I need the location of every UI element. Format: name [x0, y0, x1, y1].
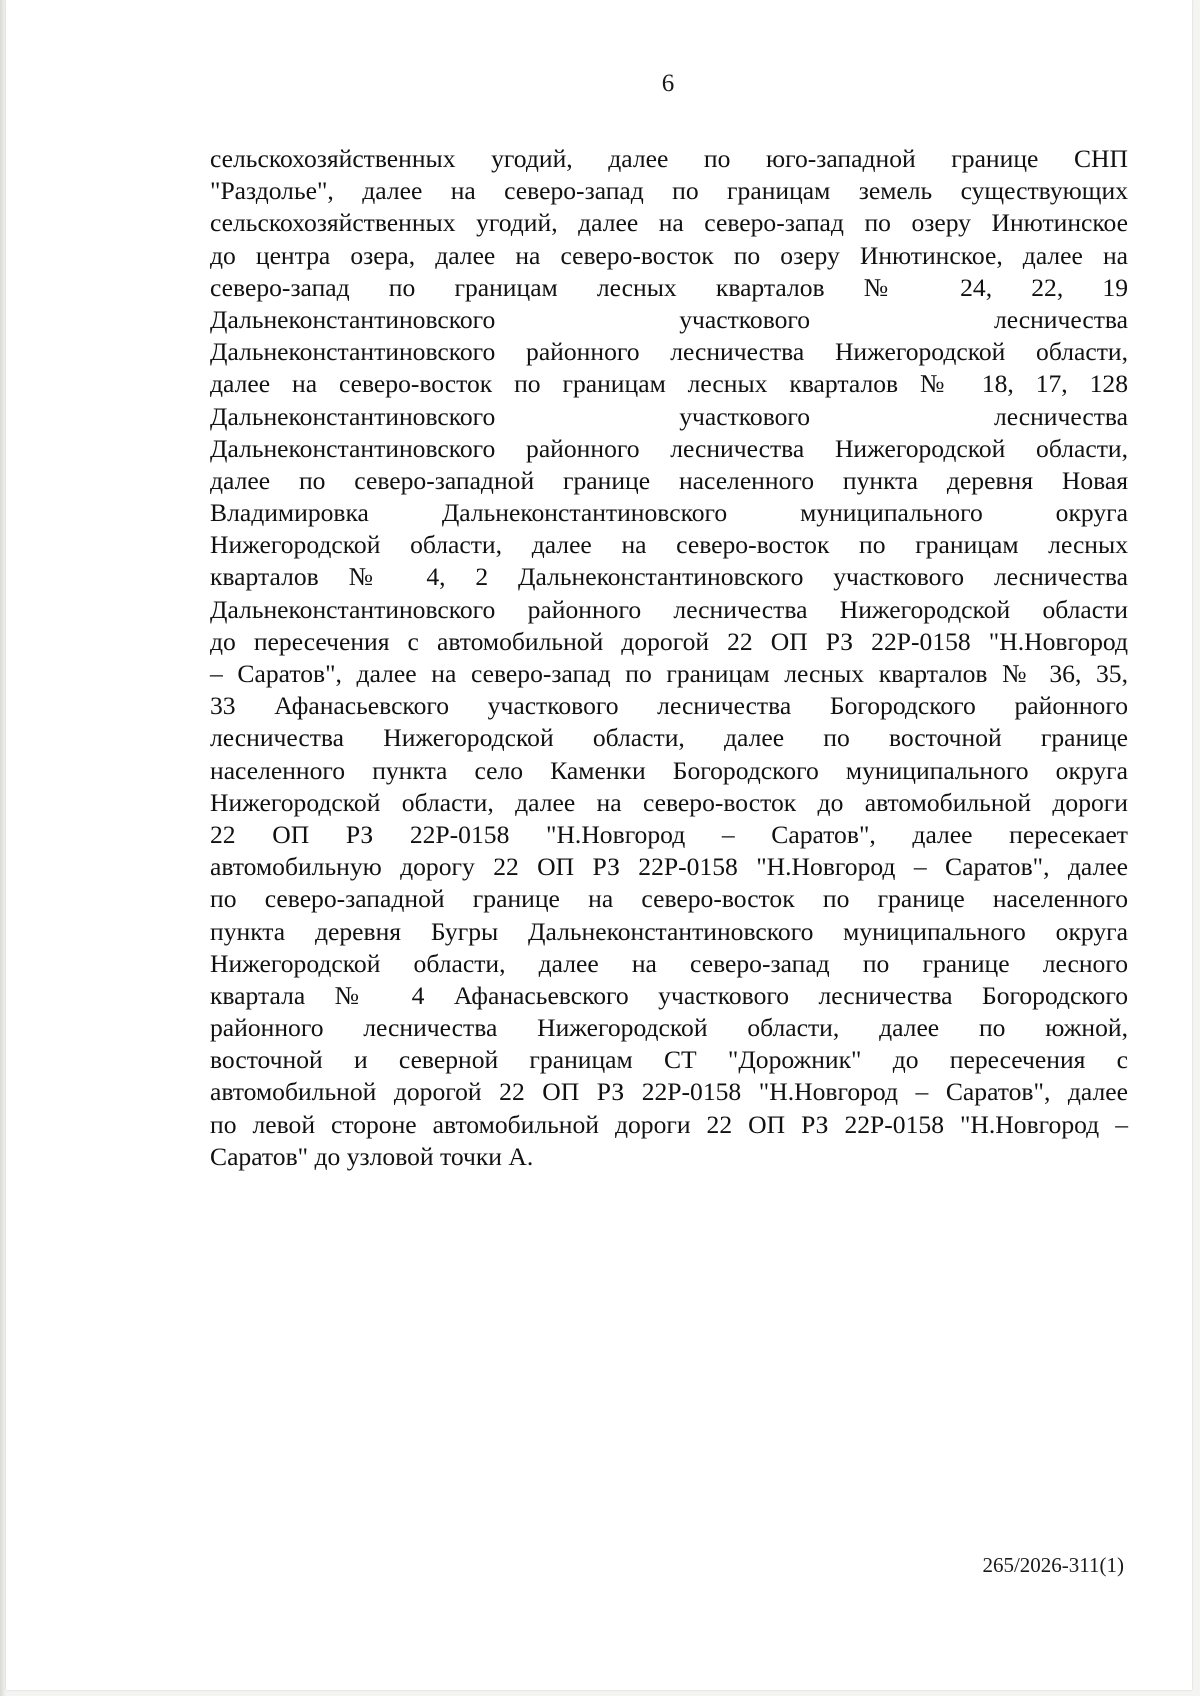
text-line: Дальнеконстантиновского районного лесничества Нижегородской области, — [210, 337, 1128, 367]
body-paragraph — [210, 143, 1128, 1173]
text-line: Дальнеконстантиновского районного лесничества Нижегородской области — [210, 594, 1128, 624]
text-line: Нижегородской области, далее на северо-восток по границам лесных — [210, 530, 1128, 560]
text-line: автомобильную дорогу 22 ОП РЗ 22Р-0158 "Н.Новгород – Саратов", далее — [210, 852, 1128, 882]
text-line: до пересечения с автомобильной дорогой 22 ОП РЗ 22Р-0158 "Н.Новгород — [210, 626, 1128, 656]
text-line: Нижегородской области, далее на северо-восток до автомобильной дороги — [210, 787, 1128, 817]
text-line: по северо-западной границе на северо-восток по границе населенного — [210, 884, 1128, 914]
text-line: Дальнеконстантиновского участкового лесничества — [210, 401, 1128, 431]
document-code: 265/2026-311(1) — [982, 1553, 1124, 1577]
page-number: 6 — [661, 70, 675, 97]
text-line: – Саратов", далее на северо-запад по границам лесных кварталов № 36, 35, — [210, 659, 1128, 688]
text-line: пункта деревня Бугры Дальнеконстантиновского муниципального округа — [210, 916, 1128, 946]
text-line: восточной и северной границам СТ "Дорожник" до пересечения с — [210, 1045, 1128, 1075]
text-line: квартала № 4 Афанасьевского участкового лесничества Богородского — [210, 980, 1128, 1010]
text-line: сельскохозяйственных угодий, далее по юго-западной границе СНП — [210, 144, 1128, 173]
text-line: районного лесничества Нижегородской области, далее по южной, — [210, 1013, 1128, 1043]
text-line: кварталов № 4, 2 Дальнеконстантиновского участкового лесничества — [210, 562, 1128, 592]
text-line: автомобильной дорогой 22 ОП РЗ 22Р-0158 "Н.Новгород – Саратов", далее — [210, 1077, 1128, 1107]
text-line: северо-запад по границам лесных кварталов № 24, 22, 19 — [210, 272, 1128, 302]
text-line: 22 ОП РЗ 22Р-0158 "Н.Новгород – Саратов", далее пересекает — [210, 819, 1128, 849]
text-line: 33 Афанасьевского участкового лесничества Богородского районного — [210, 691, 1128, 721]
text-line: далее на северо-восток по границам лесных кварталов № 18, 17, 128 — [210, 369, 1128, 399]
text-line: Дальнеконстантиновского районного лесничества Нижегородской области, — [210, 433, 1128, 463]
text-line: Саратов" до узловой точки А. — [210, 1141, 534, 1171]
text-line: "Раздолье", далее на северо-запад по границам земель существующих — [210, 176, 1128, 206]
text-line: Дальнеконстантиновского участкового лесничества — [210, 304, 1128, 334]
text-line: Владимировка Дальнеконстантиновского муниципального округа — [210, 498, 1128, 528]
text-line: Нижегородской области, далее на северо-запад по границе лесного — [210, 948, 1128, 978]
text-line: далее по северо-западной границе населенного пункта деревня Новая — [210, 465, 1128, 495]
text-line: лесничества Нижегородской области, далее по восточной границе — [210, 723, 1128, 753]
text-line: до центра озера, далее на северо-восток по озеру Инютинское, далее на — [210, 240, 1128, 270]
text-line: сельскохозяйственных угодий, далее на северо-запад по озеру Инютинское — [210, 208, 1128, 238]
text-line: населенного пункта село Каменки Богородского муниципального округа — [210, 755, 1128, 785]
text-line: по левой стороне автомобильной дороги 22 ОП РЗ 22Р-0158 "Н.Новгород – — [210, 1109, 1128, 1139]
